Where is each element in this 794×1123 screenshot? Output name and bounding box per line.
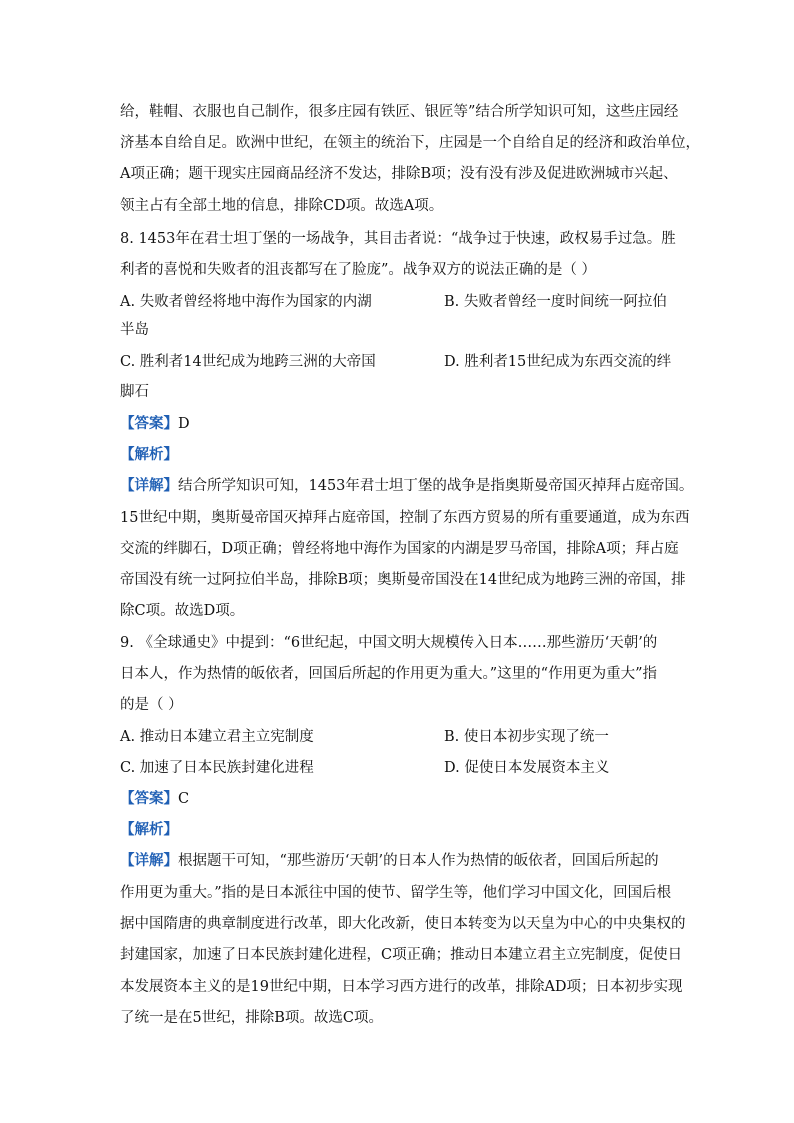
q9-detail-line-5: 本发展资本主义的是19世纪中期，日本学习西方进行的改革，排除AD项；日本初步实现 bbox=[120, 979, 683, 995]
q8-analysis-heading bbox=[120, 445, 178, 465]
q8-option-b: B. 失败者曾经一度时间统一阿拉伯 bbox=[444, 294, 667, 310]
q8-option-d: D. 胜利者15世纪成为东西交流的绊 bbox=[444, 354, 672, 370]
q9-answer-value: C bbox=[178, 791, 190, 807]
prev-analysis-line-1: 给，鞋帽、衣服也自己制作，很多庄园有铁匠、银匠等”结合所学知识可知，这些庄园经 bbox=[120, 104, 679, 120]
q9-analysis-label: 【解析】 bbox=[120, 821, 178, 838]
q8-stem-line-1: 8. 1453年在君士坦丁堡的一场战争，其目击者说：“战争过于快速，政权易手过急。胜 bbox=[120, 231, 676, 247]
prev-analysis-line-2: 济基本自给自足。欧洲中世纪，在领主的统治下，庄园是一个自给自足的经济和政治单位， bbox=[120, 135, 700, 151]
q8-option-a: A. 失败者曾经将地中海作为国家的内湖 bbox=[120, 294, 372, 310]
q8-answer-label: 【答案】 bbox=[120, 415, 178, 432]
q8-option-d-continued: 脚石 bbox=[120, 384, 149, 400]
q9-option-b: B. 使日本初步实现了统一 bbox=[444, 729, 609, 745]
q8-detail-line-2: 15世纪中期，奥斯曼帝国灭掉拜占庭帝国，控制了东西方贸易的所有重要通道，成为东西 bbox=[120, 510, 690, 526]
q9-detail-line-4: 封建国家，加速了日本民族封建化进程，C项正确；推动日本建立君主立宪制度，促使日 bbox=[120, 947, 683, 963]
q9-option-c: C. 加速了日本民族封建化进程 bbox=[120, 760, 314, 776]
q8-stem-line-2: 利者的喜悦和失败者的沮丧都写在了脸庞”。战争双方的说法正确的是（ ） bbox=[120, 262, 597, 278]
q8-answer bbox=[120, 414, 190, 434]
prev-analysis-line-4: 领主占有全部土地的信息，排除CD项。故选A项。 bbox=[120, 198, 444, 214]
q8-option-b-continued: 半岛 bbox=[120, 322, 149, 338]
q9-detail-line-2: 作用更为重大。”指的是日本派往中国的使节、留学生等，他们学习中国文化，回国后根 bbox=[120, 885, 672, 901]
q9-answer-label: 【答案】 bbox=[120, 790, 178, 807]
q8-detail-line-3: 交流的绊脚石，D项正确；曾经将地中海作为国家的内湖是罗马帝国，排除A项；拜占庭 bbox=[120, 541, 679, 557]
prev-analysis-line-3: A项正确；题干现实庄园商品经济不发达，排除B项；没有没有涉及促进欧洲城市兴起、 bbox=[120, 166, 678, 182]
q8-detail-line-1 bbox=[120, 476, 693, 496]
q9-stem-line-3: 的是（ ） bbox=[120, 697, 183, 713]
q8-answer-value: D bbox=[178, 416, 190, 432]
q9-detail-label: 【详解】 bbox=[120, 852, 178, 869]
q9-option-d: D. 促使日本发展资本主义 bbox=[444, 760, 610, 776]
q9-stem-line-1: 9. 《全球通史》中提到：“6世纪起，中国文明大规模传入日本……那些游历‘天朝’的 bbox=[120, 635, 658, 651]
q8-detail-label: 【详解】 bbox=[120, 477, 178, 494]
q9-detail-line-1 bbox=[120, 851, 659, 871]
q9-detail-text-1: 根据题干可知，“那些游历‘天朝’的日本人作为热情的皈依者，回国后所起的 bbox=[178, 853, 659, 869]
q9-detail-line-3: 据中国隋唐的典章制度进行改革，即大化改新，使日本转变为以天皇为中心的中央集权的 bbox=[120, 916, 686, 932]
q9-option-a: A. 推动日本建立君主立宪制度 bbox=[120, 729, 314, 745]
q9-analysis-heading bbox=[120, 820, 178, 840]
q8-option-c: C. 胜利者14世纪成为地跨三洲的大帝国 bbox=[120, 354, 376, 370]
q9-detail-line-6: 了统一是在5世纪，排除B项。故选C项。 bbox=[120, 1010, 383, 1026]
q8-detail-line-4: 帝国没有统一过阿拉伯半岛，排除B项；奥斯曼帝国没在14世纪成为地跨三洲的帝国，排 bbox=[120, 572, 686, 588]
q8-detail-line-5: 除C项。故选D项。 bbox=[120, 603, 245, 619]
q8-detail-text-1: 结合所学知识可知，1453年君士坦丁堡的战争是指奥斯曼帝国灭掉拜占庭帝国。 bbox=[178, 478, 694, 494]
q9-answer bbox=[120, 789, 189, 809]
q9-stem-line-2: 日本人，作为热情的皈依者，回国后所起的作用更为重大。”这里的“作用更为重大”指 bbox=[120, 666, 657, 682]
q8-analysis-label: 【解析】 bbox=[120, 446, 178, 463]
